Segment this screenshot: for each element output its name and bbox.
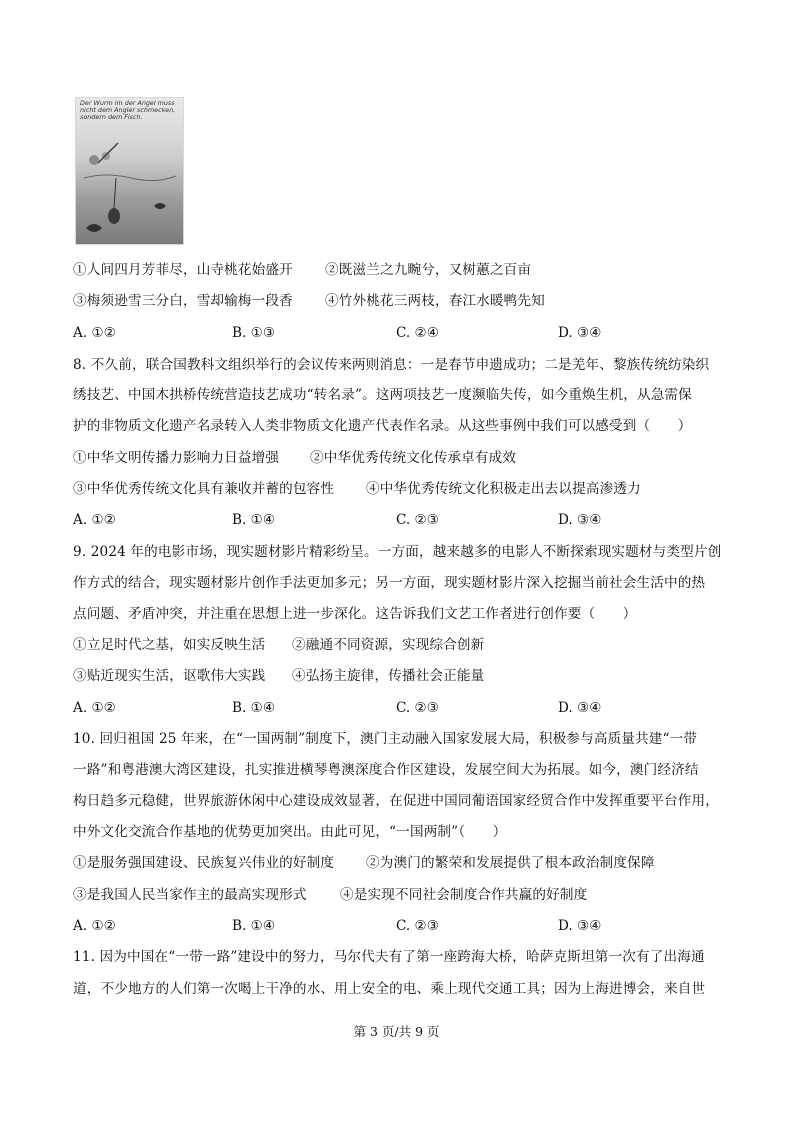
cartoon-image (75, 97, 184, 245)
q10-option-d[interactable]: D. ③④ (558, 918, 602, 934)
q7-item-4: ④竹外桃花三两枝，春江水暖鸭先知 (325, 293, 545, 309)
q8-item-1: ①中华文明传播力影响力日益增强 (73, 450, 280, 466)
q8-item-3: ③中华优秀传统文化具有兼收并蓄的包容性 (73, 481, 335, 497)
q8-option-d[interactable]: D. ③④ (558, 512, 602, 528)
q10-option-b[interactable]: B. ①④ (232, 918, 276, 934)
q7-item-3: ③梅须逊雪三分白，雪却输梅一段香 (73, 293, 293, 309)
cartoon-drawing (76, 98, 183, 244)
q7-option-b[interactable]: B. ①③ (232, 325, 276, 341)
q8-option-b[interactable]: B. ①④ (232, 512, 276, 528)
q9-option-c[interactable]: C. ②③ (396, 700, 439, 716)
q8-stem-line-1: 8. 不久前，联合国教科文组织举行的会议传来两则消息：一是春节申遗成功；二是羌年、黎族传统纺染织 (73, 357, 710, 373)
q9-option-a[interactable]: A. ①② (73, 700, 116, 716)
q9-item-2: ②融通不同资源，实现综合创新 (292, 637, 485, 653)
q11-stem-line-2: 道，不少地方的人们第一次喝上干净的水、用上安全的电、乘上现代交通工具；因为上海进博会，来自世 (73, 981, 706, 997)
q8-stem-line-2: 绣技艺、中国木拱桥传统营造技艺成功“转名录”。这两项技艺一度濒临失传，如今重焕生机，从急需保 (73, 387, 692, 403)
q8-item-4: ④中华优秀传统文化积极走出去以提高渗透力 (366, 481, 641, 497)
q10-stem-line-4: 中外文化交流合作基地的优势更加突出。由此可见，“一国两制”（ ） (73, 824, 507, 840)
q10-item-1: ①是服务强国建设、民族复兴伟业的好制度 (73, 855, 335, 871)
q8-stem-line-3: 护的非物质文化遗产名录转入人类非物质文化遗产代表作名录。从这些事例中我们可以感受到（ ） (73, 418, 692, 434)
q10-item-2: ②为澳门的繁荣和发展提供了根本政治制度保障 (366, 855, 655, 871)
q10-stem-line-3: 构日趋多元稳健，世界旅游休闲中心建设成效显著，在促进中国同葡语国家经贸合作中发挥重要平台作用， (73, 793, 719, 809)
q7-option-d[interactable]: D. ③④ (558, 325, 602, 341)
q9-stem-line-3: 点问题、矛盾冲突，并注重在思想上进一步深化。这告诉我们文艺工作者进行创作要（ ） (73, 606, 637, 622)
page-number: 第 3 页/共 9 页 (353, 1024, 440, 1039)
q9-item-3: ③贴近现实生活，讴歌伟大实践 (73, 668, 266, 684)
q10-item-3: ③是我国人民当家作主的最高实现形式 (73, 887, 307, 903)
q8-option-c[interactable]: C. ②③ (396, 512, 439, 528)
q9-stem-line-2: 作方式的结合，现实题材影片创作手法更加多元；另一方面，现实题材影片深入挖掘当前社会生活中的热 (73, 575, 706, 591)
q9-option-b[interactable]: B. ①④ (232, 700, 276, 716)
q10-stem-line-1: 10. 回归祖国 25 年来，在“一国两制”制度下，澳门主动融入国家发展大局，积极参与高质量共建“一带 (73, 731, 698, 747)
q9-option-d[interactable]: D. ③④ (558, 700, 602, 716)
q10-item-4: ④是实现不同社会制度合作共赢的好制度 (340, 887, 588, 903)
q7-item-1: ①人间四月芳菲尽，山寺桃花始盛开 (73, 262, 293, 278)
q8-item-2: ②中华优秀传统文化传承卓有成效 (310, 450, 517, 466)
q11-stem-line-1: 11. 因为中国在“一带一路”建设中的努力，马尔代夫有了第一座跨海大桥，哈萨克斯坦第一次有了出海通 (73, 949, 705, 965)
q8-option-a[interactable]: A. ①② (73, 512, 116, 528)
q10-stem-line-2: 一路”和粤港澳大湾区建设，扎实推进横琴粤澳深度合作区建设，发展空间大为拓展。如今，澳门经济结 (73, 762, 699, 778)
q9-item-1: ①立足时代之基，如实反映生活 (73, 637, 266, 653)
q10-option-c[interactable]: C. ②③ (396, 918, 439, 934)
q9-item-4: ④弘扬主旋律，传播社会正能量 (292, 668, 485, 684)
cartoon-caption: Der Wurm im der Angel muss nicht dem Angler schmecken, sondern dem Fisch. (80, 99, 176, 121)
q7-option-c[interactable]: C. ②④ (396, 325, 439, 341)
q10-option-a[interactable]: A. ①② (73, 918, 116, 934)
q7-option-a[interactable]: A. ①② (73, 325, 116, 341)
q9-stem-line-1: 9. 2024 年的电影市场，现实题材影片精彩纷呈。一方面，越来越多的电影人不断探索现实题材与类型片创 (73, 544, 722, 560)
q7-item-2: ②既滋兰之九畹兮，又树蕙之百亩 (325, 262, 532, 278)
